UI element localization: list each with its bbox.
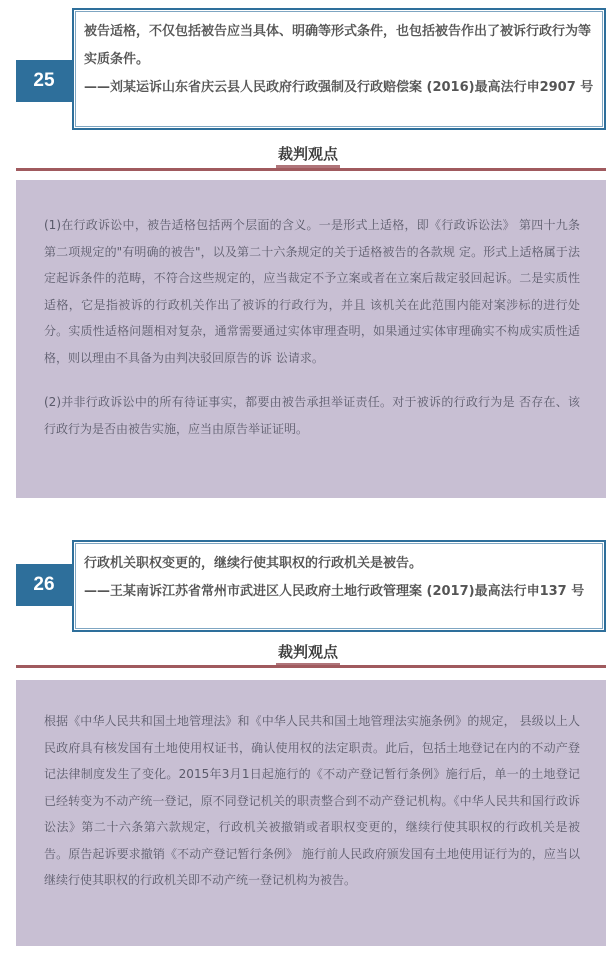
case-summary-box bbox=[72, 8, 606, 130]
ruling-paragraph-1: (1)在行政诉讼中，被告适格包括两个层面的含义。一是形式上适格，即《行政诉讼法》 第四十九条第二项规定的"有明确的被告"，以及第二十六条规定的关于适格被告的各款规 定。形式上适格属于法定起诉条件的范畴，不符合这些规定的，应当裁定不予立案或者在立案后裁定驳回起诉。二是实质性适格，它是指被诉的行政机关作出了被诉的行政行为，并且 该机关在此范围内能对案涉标的进行处分。实质性适格问题相对复杂，通常需要通过实体审理查明，如果通过实体审理确实不构成实质性适格，则以理由不具备为由判决驳回原告的诉 讼请求。 bbox=[44, 218, 580, 365]
case-card-25 bbox=[16, 8, 606, 130]
case-citation: ——刘某运诉山东省庆云县人民政府行政强制及行政赔偿案 (2016)最高法行申2907 号 bbox=[84, 80, 594, 95]
section-heading-25 bbox=[0, 143, 616, 168]
ruling-paragraph-2: (2)并非行政诉讼中的所有待证事实，都要由被告承担举证责任。对于被诉的行政行为是 否存在、该行政行为是否由被告实施，应当由原告举证证明。 bbox=[44, 395, 580, 436]
ruling-paragraph-1: 根据《中华人民共和国土地管理法》和《中华人民共和国土地管理法实施条例》的规定， 县级以上人民政府具有核发国有土地使用权证书，确认使用权的法定职责。此后，包括土地登记在内的不动产登记法律制度发生了变化。2015年3月1日起施行的《不动产登记暂行条例》施行后，单一的土地登记已经转变为不动产统一登记，原不同登记机关的职责整合到不动产登记机构。《中华人民共和国行政诉讼法》第二十六条第六款规定，行政机关被撤销或者职权变更的，继续行使其职权的行政机关是被告。原告起诉要求撤销《不动产登记暂行条例》 施行前人民政府颁发国有土地使用证行为的，应当以继续行使其职权的行政机关即不动产统一登记机构为被告。 bbox=[44, 714, 580, 887]
case-holding: 行政机关职权变更的，继续行使其职权的行政机关是被告。 bbox=[84, 556, 423, 571]
case-card-26 bbox=[16, 540, 606, 632]
paragraph-spacer bbox=[44, 371, 580, 389]
case-holding: 被告适格，不仅包括被告应当具体、明确等形式条件，也包括被告作出了被诉行政行为等实质条件。 bbox=[84, 24, 592, 67]
section-heading-26 bbox=[0, 641, 616, 666]
ruling-panel-26 bbox=[16, 680, 606, 946]
section-title: 裁判观点 bbox=[276, 641, 340, 666]
case-citation: ——王某南诉江苏省常州市武进区人民政府土地行政管理案 (2017)最高法行申137 号 bbox=[84, 584, 585, 599]
case-number-badge: 26 bbox=[16, 564, 72, 606]
divider-rule bbox=[16, 168, 606, 171]
ruling-panel-25 bbox=[16, 180, 606, 498]
section-title: 裁判观点 bbox=[276, 143, 340, 168]
case-summary-box bbox=[72, 540, 606, 632]
divider-rule bbox=[16, 665, 606, 668]
case-number-badge: 25 bbox=[16, 60, 72, 102]
